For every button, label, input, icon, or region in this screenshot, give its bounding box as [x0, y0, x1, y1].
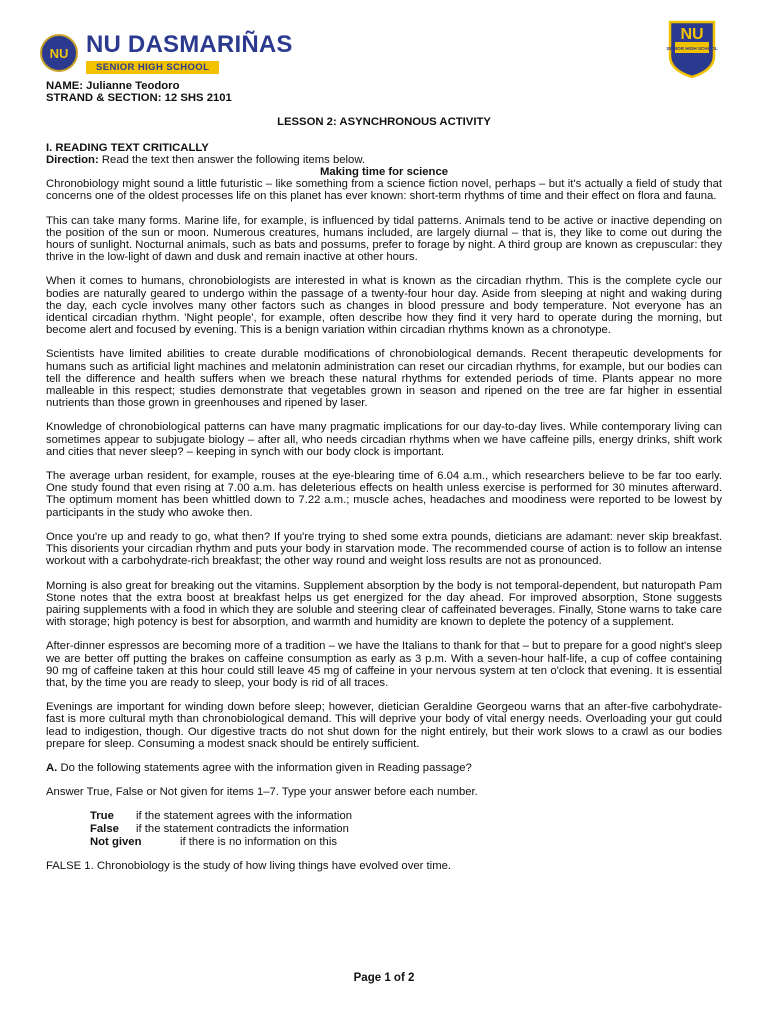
- school-seal-logo: [40, 34, 78, 72]
- passage-paragraph: Knowledge of chronobiological patterns can have many pragmatic implications for our day-to-day lives. While contemporary living can sometimes appear to subjugate biology – after all, who needs circadian rhythms when we have caffeine pills, energy drinks, shift work and cities that never sleep? – keeping in synch with our body clock is important.: [46, 421, 722, 458]
- passage-paragraph: After-dinner espressos are becoming more of a tradition – we have the Italians to thank for that – but to prepare for a good night's sleep we are better off putting the brakes on caffeine consumption as early as 3 p.m. With a seven-hour half-life, a cup of coffee containing 90 mg of caffeine taken at this hour could still leave 45 mg of caffeine in your nervous system at ten o'clock that evening. It is essential that, by the time you are ready to sleep, your body is rid of all traces.: [46, 640, 722, 689]
- part-a-instruction-text: Do the following statements agree with the information given in Reading passage?: [57, 761, 472, 774]
- passage-paragraph: Chronobiology might sound a little futuristic – like something from a science fiction novel, perhaps – but it's actually a field of study that concerns one of the oldest processes life on this planet has ever known: short-term rhythms of time and their effect on flora and fauna.: [46, 178, 722, 203]
- direction-label: Direction:: [46, 153, 99, 166]
- legend-term: Not given: [90, 835, 142, 848]
- document-header: [0, 0, 768, 80]
- passage-paragraph: The average urban resident, for example, rouses at the eye-blearing time of 6.04 a.m., which researchers believe to be far too early. One study found that even rising at 7.00 a.m. has deleterious effects on health unless exercise is performed for 30 minutes afterward. The optimum moment has been whittled down to 7.22 a.m.; muscle aches, headaches and moodiness were reported to be lowest by participants in the study who awoke then.: [46, 470, 722, 519]
- shs-shield-logo: [666, 20, 718, 78]
- legend-description: if the statement agrees with the information: [136, 810, 353, 823]
- passage-paragraph: Evenings are important for winding down before sleep; however, dietician Geraldine Georgeou warns that an after-five carbohydrate-fast is more cultural myth than chronobiological demand. This will deprive your body of vital energy needs. Overloading your gut could lead to indigestion, though. Our digestive tracts do not shut down for the night entirely, but their work slows to a crawl as our bodies prepare for sleep. Consuming a modest snack should be entirely sufficient.: [46, 701, 722, 750]
- passage-paragraph: Once you're up and ready to go, what then? If you're trying to shed some extra pounds, dieticians are adamant: never skip breakfast. This disorients your circadian rhythm and puts your body in starvation mode. The recommended course of action is to follow an intense workout with a carbohydrate-rich breakfast; the other way round and weight loss results are not as pronounced.: [46, 530, 722, 568]
- lesson-title: LESSON 2: ASYNCHRONOUS ACTIVITY: [277, 116, 491, 129]
- legend-description: if the statement contradicts the information: [136, 822, 349, 835]
- answer-instruction: Answer True, False or Not given for items 1–7. Type your answer before each number.: [46, 786, 478, 799]
- school-subtitle: SENIOR HIGH SCHOOL: [86, 61, 219, 74]
- question-item[interactable]: FALSE 1. Chronobiology is the study of how living things have evolved over time.: [46, 860, 452, 873]
- page-number: Page 1 of 2: [353, 972, 415, 984]
- passage-paragraph: Scientists have limited abilities to create durable modifications of chronobiological demands. Recent therapeutic developments for humans such as artificial light machines and melatonin administration can reset our circadian rhythms, for example, but our bodies can tell the difference and health suffers when we breach these natural rhythms for extended periods of time. Plants appear no more malleable in this respect; studies demonstrate that vegetables grown in season and ripened on the tree are far higher in essential nutrients than those grown in greenhouses and ripened by laser.: [46, 348, 722, 410]
- passage-paragraph: This can take many forms. Marine life, for example, is influenced by tidal patterns. Animals tend to be active or inactive depending on the position of the sun or moon. Numerous creatures, humans included, are largely diurnal – that is, they like to come out during the hours of sunlight. Nocturnal animals, such as bats and possums, prefer to forage by night. A third group are known as crepuscular: they thrive in the low-light of dawn and dusk and remain inactive at other hours.: [46, 214, 722, 264]
- direction-text: Read the text then answer the following items below.: [98, 153, 365, 166]
- passage-title: Making time for science: [319, 166, 449, 179]
- legend-term: True: [90, 810, 114, 823]
- direction-line: [46, 154, 722, 166]
- school-brand: [86, 33, 293, 75]
- part-a-instruction: [46, 762, 722, 774]
- student-strand-section: STRAND & SECTION: 12 SHS 2101: [46, 92, 232, 105]
- shield-subtext: SENIOR HIGH SCHOOL: [666, 46, 718, 51]
- section-title: I. READING TEXT CRITICALLY: [46, 141, 209, 154]
- shield-text: NU: [680, 26, 704, 43]
- student-name: NAME: Julianne Teodoro: [46, 80, 180, 92]
- school-name: NU DASMARIÑAS: [86, 31, 293, 58]
- seal-text: NU: [49, 45, 69, 61]
- legend-row: [90, 810, 722, 823]
- legend-row: [90, 836, 722, 849]
- document-body: [46, 80, 722, 872]
- legend-term: False: [90, 822, 119, 835]
- answer-legend: [90, 810, 722, 848]
- passage-paragraph: Morning is also great for breaking out the vitamins. Supplement absorption by the body is not temporal-dependent, but naturopath Pam Stone notes that the extra boost at breakfast helps us get energized for the day ahead. For improved absorption, Stone suggests pairing supplements with a food in which they are soluble and steering clear of caffeinated beverages. Finally, Stone warns to take care with storage; high potency is best for absorption, and warmth and humidity are known to deplete the potency of a supplement.: [46, 579, 722, 629]
- part-a-label: A.: [46, 761, 58, 774]
- passage-paragraph: When it comes to humans, chronobiologists are interested in what is known as the circadian rhythm. This is the complete cycle our bodies are naturally geared to undergo within the passage of a twenty-four hour day. Aside from sleeping at night and waking during the day, each cycle involves many other factors such as changes in blood pressure and body temperature. Not everyone has an identical circadian rhythm. 'Night people', for example, often describe how they find it very hard to operate during the morning, but become alert and focused by evening. This is a benign variation within circadian rhythms known as a chronotype.: [46, 275, 722, 337]
- legend-row: [90, 823, 722, 836]
- legend-description: if there is no information on this: [180, 835, 337, 848]
